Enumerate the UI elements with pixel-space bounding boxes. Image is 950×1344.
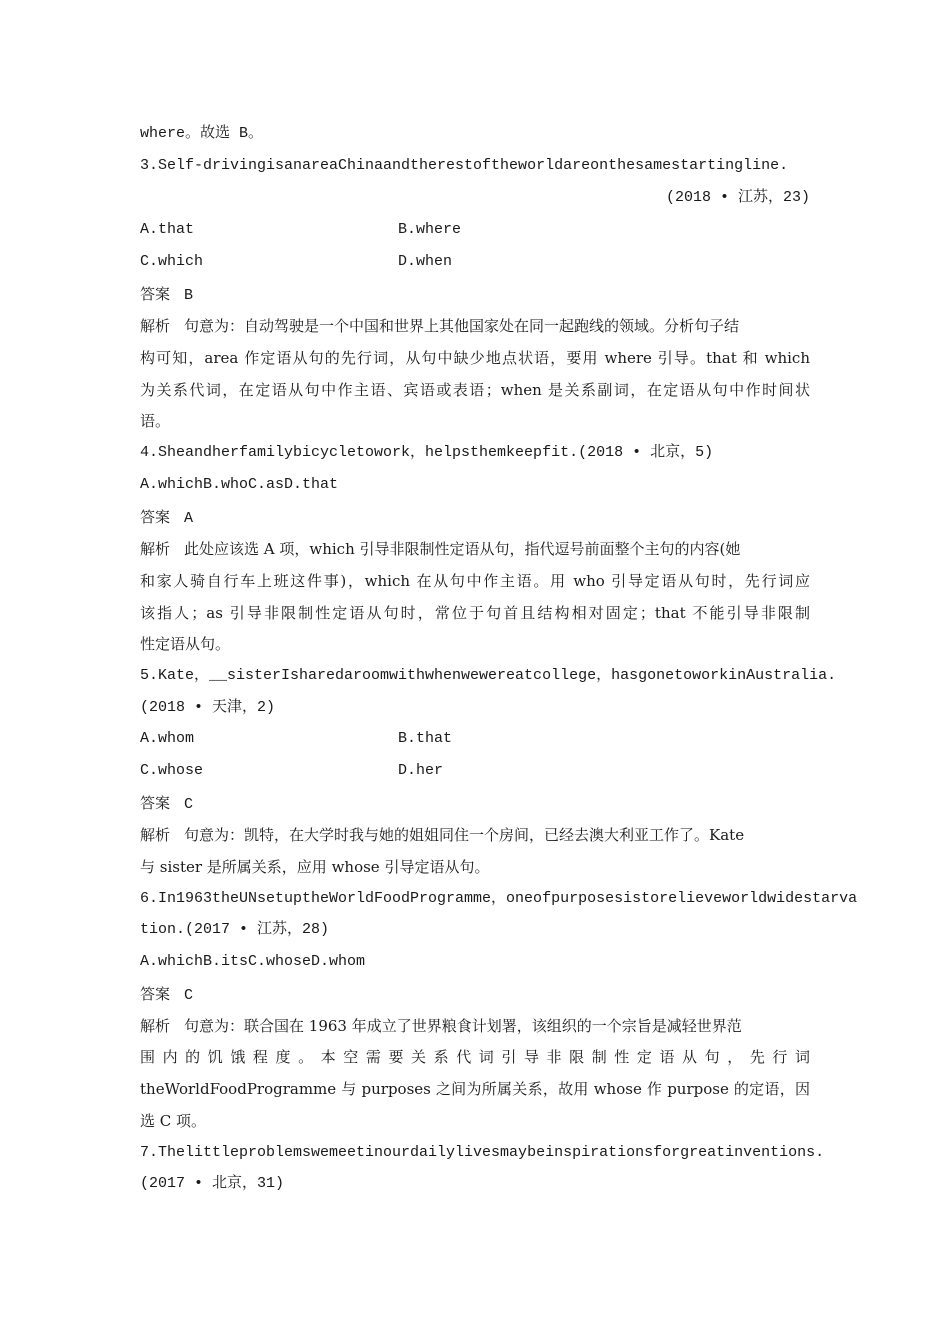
question-4-explanation-line-4: 性定语从句。 [140, 635, 231, 653]
question-6-answer [140, 984, 193, 1006]
explanation-label: 解析 [140, 540, 171, 558]
question-5-option-d: D.her [398, 762, 444, 779]
explanation-text: 句意为：联合国在 1963 年成立了世界粮食计划署，该组织的一个宗旨是减轻世界范 [184, 1017, 742, 1035]
text-line: where。故选 B。 [140, 125, 264, 142]
question-5-explanation-line-1 [140, 825, 744, 845]
explanation-label: 解析 [140, 317, 171, 335]
question-5-option-c: C.whose [140, 762, 204, 779]
explanation-label: 解析 [140, 1017, 171, 1035]
question-3-explanation-line-2: 构可知，area 作定语从句的先行词，从句中缺少地点状语，要用 where 引导。that 和 which [140, 349, 810, 367]
answer-value: B [184, 287, 194, 304]
question-5-option-b: B.that [398, 730, 453, 747]
question-4-options: A.whichB.whoC.asD.that [140, 476, 339, 493]
question-6-explanation-line-3: theWorldFoodProgramme 与 purposes 之间为所属关系，故用 whose 作 purpose 的定语，因 [140, 1080, 810, 1098]
question-3-explanation-line-3: 为关系代词，在定语从句中作主语、宾语或表语；when 是关系副词，在定语从句中作时间状 [140, 381, 810, 399]
question-7-source: (2017 • 北京，31) [140, 1175, 285, 1192]
question-6-explanation-line-2: 围内的饥饿程度。本空需要关系代词引导非限制性定语从句，先行词 [140, 1048, 810, 1066]
answer-label: 答案 [140, 794, 171, 812]
question-3-option-b: B.where [398, 221, 462, 238]
explanation-text: 此处应该选 A 项，which 引导非限制性定语从句，指代逗号前面整个主句的内容(她 [184, 540, 741, 558]
question-5-stem: 5.Kate，__sisterIsharedaroomwithwhenwewereatcollege，hasgonetoworkinAustralia. [140, 667, 837, 684]
question-3-stem: 3.Self-drivingisanareaChinaandtherestoftheworldareonthesamestartingline. [140, 157, 789, 174]
question-4-explanation-line-3: 该指人；as 引导非限制性定语从句时，常位于句首且结构相对固定；that 不能引导非限制 [140, 604, 810, 622]
question-5-source: (2018 • 天津，2) [140, 699, 276, 716]
question-4-explanation-line-2: 和家人骑自行车上班这件事)，which 在从句中作主语。用 who 引导定语从句时，先行词应 [140, 572, 810, 590]
answer-value: C [184, 796, 194, 813]
question-6-stem: 6.In1963theUNsetuptheWorldFoodProgramme，oneofpurposesistorelieveworldwidestarva [140, 890, 858, 907]
answer-label: 答案 [140, 508, 171, 526]
answer-label: 答案 [140, 285, 171, 303]
question-6-explanation-line-4: 选 C 项。 [140, 1112, 207, 1130]
question-3-option-c: C.which [140, 253, 204, 270]
answer-value: A [184, 510, 194, 527]
answer-label: 答案 [140, 985, 171, 1003]
question-6-explanation-line-1 [140, 1016, 742, 1036]
question-6-options: A.whichB.itsC.whoseD.whom [140, 953, 366, 970]
question-5-option-a: A.whom [140, 730, 195, 747]
question-4-answer [140, 507, 193, 529]
question-3-option-a: A.that [140, 221, 195, 238]
question-5-answer [140, 793, 193, 815]
question-3-option-d: D.when [398, 253, 453, 270]
question-4-stem: 4.Sheandherfamilybicycletowork，helpsthemkeepfit.(2018 • 北京，5) [140, 444, 714, 461]
question-3-answer [140, 284, 193, 306]
question-3-source: (2018 • 江苏，23) [665, 189, 810, 206]
question-6-stem-continued: tion.(2017 • 江苏，28) [140, 921, 330, 938]
question-3-explanation-line-1 [140, 316, 739, 336]
question-4-explanation-line-1 [140, 539, 740, 559]
question-7-stem: 7.Thelittleproblemswemeetinourdailylivesmaybeinspirationsforgreatinventions. [140, 1144, 825, 1161]
explanation-text: 句意为：自动驾驶是一个中国和世界上其他国家处在同一起跑线的领域。分析句子结 [184, 317, 740, 335]
question-3-explanation-line-4: 语。 [140, 412, 171, 430]
answer-value: C [184, 987, 194, 1004]
question-5-explanation-line-2: 与 sister 是所属关系，应用 whose 引导定语从句。 [140, 858, 490, 876]
explanation-label: 解析 [140, 826, 171, 844]
explanation-text: 句意为：凯特，在大学时我与她的姐姐同住一个房间，已经去澳大利亚工作了。Kate [184, 826, 745, 844]
